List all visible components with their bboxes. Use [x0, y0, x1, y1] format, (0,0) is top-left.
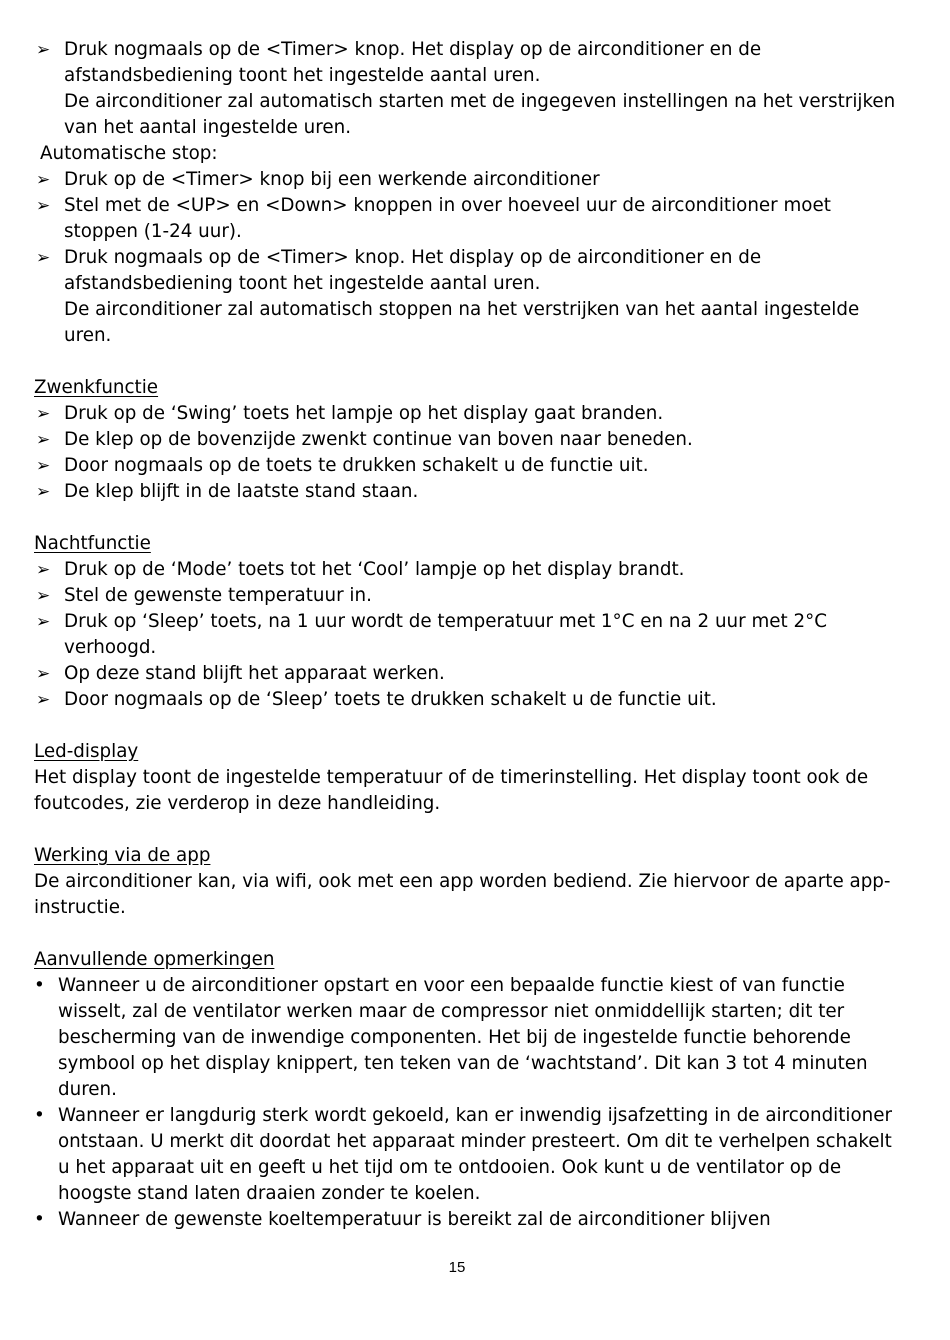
bullet-icon: • [34, 1105, 45, 1126]
page-content [34, 37, 904, 1233]
page-number: 15 [448, 1259, 466, 1276]
notes-heading: Aanvullende opmerkingen [34, 949, 275, 970]
step-text: Druk op ‘Sleep’ toets, na 1 uur wordt de temperatuur met 1°C en na 2 uur met 2°C verhoogd. [64, 611, 828, 658]
arrow-bullet-icon: ➢ [36, 456, 51, 476]
night-step [34, 583, 904, 609]
step-continuation: De airconditioner zal automatisch starten met de ingegeven instellingen na het verstrijken van het aantal ingestelde uren. [64, 91, 896, 138]
arrow-bullet-icon: ➢ [36, 586, 51, 606]
step-text: Op deze stand blijft het apparaat werken. [64, 663, 445, 684]
step-text: Door nogmaals op de toets te drukken schakelt u de functie uit. [64, 455, 649, 476]
arrow-bullet-icon: ➢ [36, 612, 51, 632]
arrow-bullet-icon: ➢ [36, 690, 51, 710]
note-item [34, 1207, 904, 1233]
bullet-icon: • [34, 1209, 45, 1230]
arrow-bullet-icon: ➢ [36, 404, 51, 424]
note-text: Wanneer de gewenste koeltemperatuur is bereikt zal de airconditioner blijven [58, 1209, 771, 1230]
arrow-bullet-icon: ➢ [36, 170, 51, 190]
step-text: Druk nogmaals op de <Timer> knop. Het display op de airconditioner en de afstandsbediening toont het ingestelde aantal uren. [64, 39, 762, 86]
led-paragraph: Het display toont de ingestelde temperatuur of de timerinstelling. Het display toont ook de foutcodes, zie verderop in deze handleiding. [34, 767, 869, 814]
step-continuation: De airconditioner zal automatisch stoppen na het verstrijken van het aantal ingestelde uren. [64, 299, 860, 346]
arrow-bullet-icon: ➢ [36, 248, 51, 268]
arrow-bullet-icon: ➢ [36, 560, 51, 580]
swing-step [34, 427, 904, 453]
bullet-icon: • [34, 975, 45, 996]
step-text: Door nogmaals op de ‘Sleep’ toets te drukken schakelt u de functie uit. [64, 689, 717, 710]
app-paragraph: De airconditioner kan, via wifi, ook met een app worden bediend. Zie hiervoor de aparte app-instructie. [34, 871, 891, 918]
step-text: Druk nogmaals op de <Timer> knop. Het display op de airconditioner en de afstandsbediening toont het ingestelde aantal uren. [64, 247, 762, 294]
step-text: De klep op de bovenzijde zwenkt continue van boven naar beneden. [64, 429, 693, 450]
note-item [34, 1103, 904, 1207]
note-text: Wanneer u de airconditioner opstart en voor een bepaalde functie kiest of van functie wisselt, zal de ventilator werken maar de compressor niet onmiddellijk starten; dit ter bescherming van de inwendige componenten. Het bij de ingestelde functie behorende symbool op het display knippert, ten teken van de ‘wachtstand’. Dit kan 3 tot 4 minuten duren. [58, 975, 868, 1100]
swing-step [34, 453, 904, 479]
swing-step [34, 401, 904, 427]
arrow-bullet-icon: ➢ [36, 664, 51, 684]
step-text: De klep blijft in de laatste stand staan. [64, 481, 419, 502]
arrow-bullet-icon: ➢ [36, 430, 51, 450]
step-text: Druk op de ‘Swing’ toets het lampje op het display gaat branden. [64, 403, 664, 424]
night-step [34, 661, 904, 687]
app-heading: Werking via de app [34, 845, 211, 866]
step-text: Druk op de ‘Mode’ toets tot het ‘Cool’ lampje op het display brandt. [64, 559, 685, 580]
step-text: Stel met de <UP> en <Down> knoppen in over hoeveel uur de airconditioner moet stoppen (1-24 uur). [64, 195, 831, 242]
timer-on-step [34, 37, 904, 141]
note-item [34, 973, 904, 1103]
note-text: Wanneer er langdurig sterk wordt gekoeld, kan er inwendig ijsafzetting in de airconditioner ontstaan. U merkt dit doordat het apparaat minder presteert. Om dit te verhelpen schakelt u het apparaat uit en geeft u het tijd om te ontdooien. Ook kunt u de ventilator op de hoogste stand laten draaien zonder te koelen. [58, 1105, 893, 1204]
swing-step [34, 479, 904, 505]
night-step [34, 687, 904, 713]
arrow-bullet-icon: ➢ [36, 482, 51, 502]
night-step [34, 557, 904, 583]
arrow-bullet-icon: ➢ [36, 40, 51, 60]
led-heading: Led-display [34, 741, 139, 762]
night-step [34, 609, 904, 661]
step-text: Druk op de <Timer> knop bij een werkende airconditioner [64, 169, 600, 190]
arrow-bullet-icon: ➢ [36, 196, 51, 216]
auto-stop-title: Automatische stop: [40, 143, 218, 164]
swing-heading: Zwenkfunctie [34, 377, 159, 398]
auto-stop-step [34, 245, 904, 349]
auto-stop-step [34, 193, 904, 245]
auto-stop-step [34, 167, 904, 193]
night-heading: Nachtfunctie [34, 533, 151, 554]
step-text: Stel de gewenste temperatuur in. [64, 585, 372, 606]
